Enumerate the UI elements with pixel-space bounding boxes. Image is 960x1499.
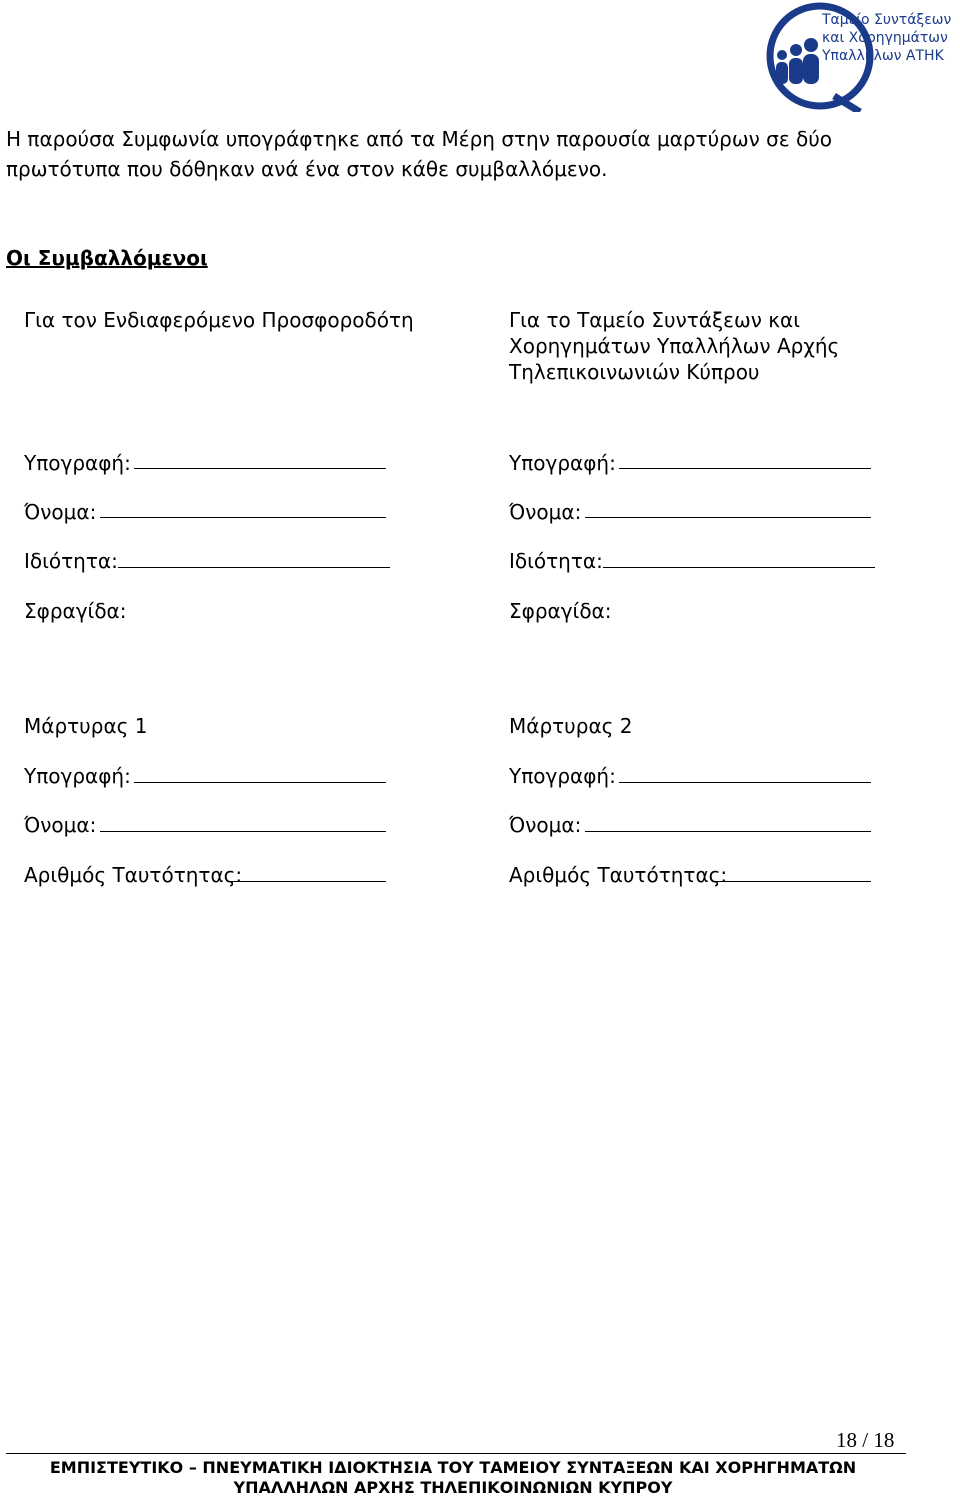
witness-1-signature-label: Υπογραφή: [24,764,131,788]
witness-1-name-label: Όνομα: [24,813,97,837]
logo-line-2: και Χορηγημάτων [822,30,948,46]
page-number: 18 / 18 [836,1428,895,1452]
right-capacity-label: Ιδιότητα: [509,549,603,573]
left-capacity-line[interactable] [118,567,390,568]
right-party-title-line-2: Χορηγημάτων Υπαλλήλων Αρχής [509,334,840,358]
witness-2-title: Μάρτυρας 2 [509,714,633,738]
right-signature-line[interactable] [619,468,871,469]
right-signature-label: Υπογραφή: [509,451,616,475]
fund-logo [764,0,960,112]
left-seal-label: Σφραγίδα: [24,599,127,623]
right-seal-label: Σφραγίδα: [509,599,612,623]
witness-2-signature-label: Υπογραφή: [509,764,616,788]
intro-paragraph: Η παρούσα Συμφωνία υπογράφτηκε από τα Μέρη στην παρουσία μαρτύρων σε δύο πρωτότυπα που δόθηκαν ανά ένα στον κάθε συμβαλλόμενο. [6,127,833,181]
witness-1-id-line[interactable] [228,881,386,882]
footer-divider [6,1453,906,1454]
right-party-title-line-3: Τηλεπικοινωνιών Κύπρου [509,360,760,384]
right-capacity-line[interactable] [603,567,875,568]
left-signature-line[interactable] [134,468,386,469]
witness-1-name-line[interactable] [100,831,386,832]
right-party-title-line-1: Για το Ταμείο Συντάξεων και [509,308,800,332]
left-name-line[interactable] [100,517,386,518]
left-name-label: Όνομα: [24,500,97,524]
right-name-label: Όνομα: [509,500,582,524]
logo-line-3: Υπαλλήλων ΑΤΗΚ [822,48,944,64]
contracting-parties-heading: Οι Συμβαλλόμενοι [6,246,208,270]
witness-2-name-label: Όνομα: [509,813,582,837]
witness-1-signature-line[interactable] [134,782,386,783]
witness-2-id-line[interactable] [713,881,871,882]
witness-2-id-label: Αριθμός Ταυτότητας: [509,863,728,887]
witness-1-id-label: Αριθμός Ταυτότητας: [24,863,243,887]
left-capacity-label: Ιδιότητα: [24,549,118,573]
left-party-title: Για τον Ενδιαφερόμενο Προσφοροδότη [24,308,414,332]
left-signature-label: Υπογραφή: [24,451,131,475]
footer-line-1: ΕΜΠΙΣΤΕΥΤΙΚΟ – ΠΝΕΥΜΑΤΙΚΗ ΙΔΙΟΚΤΗΣΙΑ ΤΟΥ ΤΑΜΕΙΟΥ ΣΥΝΤΑΞΕΩΝ ΚΑΙ ΧΟΡΗΓΗΜΑΤΩΝ [49,1458,857,1477]
right-name-line[interactable] [585,517,871,518]
witness-2-signature-line[interactable] [619,782,871,783]
logo-line-1: Ταμείο Συντάξεων [822,12,952,28]
witness-2-name-line[interactable] [585,831,871,832]
footer-line-2: ΥΠΑΛΛΗΛΩΝ ΑΡΧΗΣ ΤΗΛΕΠΙΚΟΙΝΩΝΙΩΝ ΚΥΠΡΟΥ [233,1478,673,1497]
witness-1-title: Μάρτυρας 1 [24,714,148,738]
